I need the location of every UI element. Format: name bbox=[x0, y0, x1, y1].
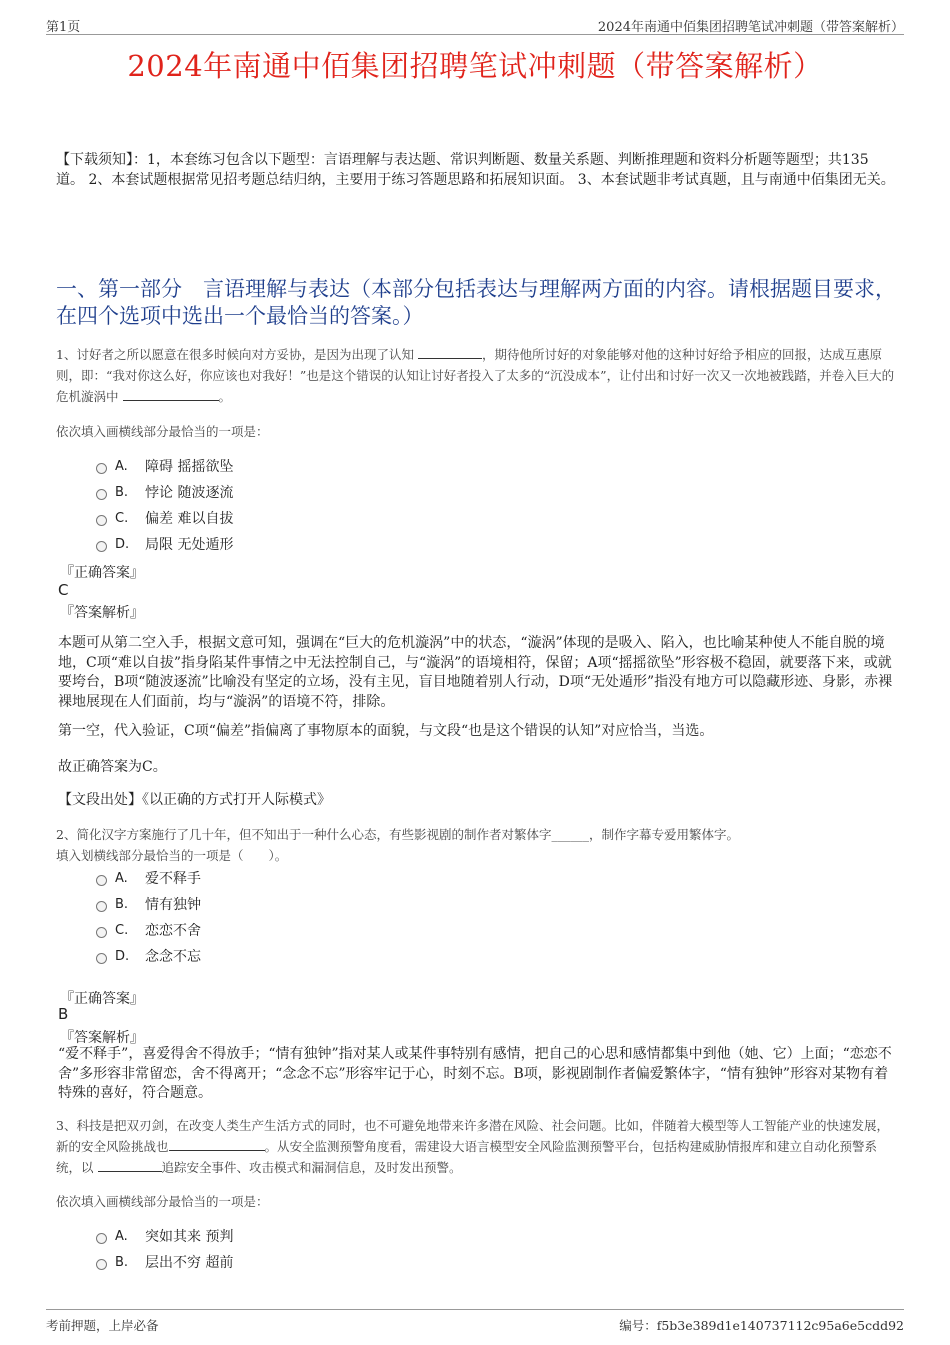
q1-source: 【文段出处】《以正确的方式打开人际模式》 bbox=[58, 792, 331, 808]
option-text: 恋恋不舍 bbox=[145, 923, 201, 939]
document-id: 编号：f5b3e389d1e140737112c95a6e5cdd92 bbox=[619, 1318, 904, 1333]
radio-icon[interactable] bbox=[96, 541, 107, 552]
option-text: 突如其来 预判 bbox=[145, 1229, 234, 1245]
radio-icon[interactable] bbox=[96, 1233, 107, 1244]
question-1-prompt: 依次填入画横线部分最恰当的一项是： bbox=[56, 424, 269, 439]
header-doc-title: 2024年南通中佰集团招聘笔试冲刺题（带答案解析） bbox=[597, 20, 904, 35]
q1-option-a[interactable] bbox=[96, 456, 233, 476]
q2-option-b[interactable] bbox=[96, 894, 201, 914]
q1-analysis-paragraph: 第一空，代入验证，C项“偏差”指偏离了事物原本的面貌，与文段“也是这个错误的认知”对应恰当，当选。 bbox=[58, 723, 714, 739]
blank-1 bbox=[418, 346, 482, 359]
option-letter: D. bbox=[115, 948, 130, 964]
q2-answer-label: 『正确答案』 bbox=[60, 991, 144, 1007]
q2-analysis-label: 『答案解析』 bbox=[60, 1030, 144, 1046]
q2-option-c[interactable] bbox=[96, 920, 201, 940]
option-text: 悖论 随波逐流 bbox=[145, 485, 234, 501]
option-letter: B. bbox=[115, 1254, 129, 1270]
page-header bbox=[46, 14, 904, 35]
question-2-prompt: 填入划横线部分最恰当的一项是（ ）。 bbox=[56, 848, 288, 863]
option-letter: A. bbox=[115, 870, 128, 886]
blank-2 bbox=[98, 1159, 162, 1172]
blank-2 bbox=[123, 388, 219, 401]
page-number: 第1页 bbox=[46, 20, 81, 35]
document-title: 2024年南通中佰集团招聘笔试冲刺题（带答案解析） bbox=[127, 49, 823, 83]
q1-option-c[interactable] bbox=[96, 508, 233, 528]
option-letter: C. bbox=[115, 922, 129, 938]
q3-option-b[interactable] bbox=[96, 1252, 233, 1272]
question-1-text: 1、讨好者之所以愿意在很多时候向对方妥协，是因为出现了认知 ，期待他所讨好的对象能够对他的这种讨好给予相应的回报，达成互惠原则，即：“我对你这么好，你应该也对我好！”也是这个错误的认知让讨好者投入了太多的“沉没成本”，让付出和讨好一次又一次地被践踏，并卷入巨大的危机漩涡中 。 bbox=[56, 347, 895, 404]
option-text: 爱不释手 bbox=[145, 871, 201, 887]
radio-icon[interactable] bbox=[96, 927, 107, 938]
q3-option-a[interactable] bbox=[96, 1226, 233, 1246]
q2-option-d[interactable] bbox=[96, 946, 201, 966]
question-3-text: 3、科技是把双刃剑，在改变人类生产生活方式的同时，也不可避免地带来许多潜在风险、社会问题。比如，伴随着大模型等人工智能产业的快速发展，新的安全风险挑战也 。从安全监测预警角度看，需建设大语言模型安全风险监测预警平台，包括构建威胁情报库和建立自动化预警系统，以 追踪安全事件、攻击模式和漏洞信息，及时发出预警。 bbox=[56, 1118, 889, 1175]
blank-1 bbox=[169, 1138, 265, 1151]
radio-icon[interactable] bbox=[96, 953, 107, 964]
q1-answer-label: 『正确答案』 bbox=[60, 565, 144, 581]
radio-icon[interactable] bbox=[96, 875, 107, 886]
q1-analysis-paragraph: 故正确答案为C。 bbox=[58, 759, 167, 775]
q2-answer: B bbox=[58, 1005, 69, 1023]
option-letter: A. bbox=[115, 1228, 128, 1244]
option-letter: A. bbox=[115, 458, 128, 474]
q1-analysis-label: 『答案解析』 bbox=[60, 605, 144, 621]
q1-option-d[interactable] bbox=[96, 534, 233, 554]
option-text: 偏差 难以自拔 bbox=[145, 511, 234, 527]
page-footer bbox=[46, 1309, 904, 1332]
q2-option-a[interactable] bbox=[96, 868, 201, 888]
option-letter: D. bbox=[115, 536, 130, 552]
footer-slogan: 考前押题，上岸必备 bbox=[46, 1318, 159, 1333]
option-text: 局限 无处遁形 bbox=[145, 537, 234, 553]
section-title: 一、第一部分 言语理解与表达（本部分包括表达与理解两方面的内容。请根据题目要求，在四个选项中选出一个最恰当的答案。） bbox=[56, 277, 896, 328]
q1-option-b[interactable] bbox=[96, 482, 233, 502]
q2-analysis-paragraph: “爱不释手”，喜爱得舍不得放手；“情有独钟”指对某人或某件事特别有感情，把自己的心思和感情都集中到他（她、它）上面；“恋恋不舍”多形容非常留恋，舍不得离开；“念念不忘”形容牢记于心，时刻不忘。B项，影视剧制作者偏爱繁体字，“情有独钟”形容对某物有着特殊的喜好，符合题意。 bbox=[58, 1046, 892, 1101]
radio-icon[interactable] bbox=[96, 1259, 107, 1270]
option-text: 念念不忘 bbox=[145, 949, 201, 965]
radio-icon[interactable] bbox=[96, 489, 107, 500]
option-letter: B. bbox=[115, 896, 129, 912]
q1-answer: C bbox=[58, 581, 69, 599]
option-text: 层出不穷 超前 bbox=[145, 1255, 234, 1271]
radio-icon[interactable] bbox=[96, 901, 107, 912]
option-letter: B. bbox=[115, 484, 129, 500]
radio-icon[interactable] bbox=[96, 463, 107, 474]
q1-analysis-paragraph: 本题可从第二空入手，根据文意可知，强调在“巨大的危机漩涡”中的状态，“漩涡”体现的是吸入、陷入，也比喻某种使人不能自脱的境地，C项“难以自拔”指身陷某件事情之中无法控制自己，与“漩涡”的语境相符，保留；A项“摇摇欲坠”形容极不稳固，就要落下来，或就要垮台，B项“随波逐流”比喻没有坚定的立场，没有主见，盲目地随着别人行动，D项“无处遁形”指没有地方可以隐藏形迹、身影，赤裸裸地展现在人们面前，均与“漩涡”的语境不符，排除。 bbox=[58, 635, 893, 710]
radio-icon[interactable] bbox=[96, 515, 107, 526]
question-3-prompt: 依次填入画横线部分最恰当的一项是： bbox=[56, 1194, 269, 1209]
option-text: 情有独钟 bbox=[145, 897, 201, 913]
option-letter: C. bbox=[115, 510, 129, 526]
question-2-text: 2、简化汉字方案施行了几十年，但不知出于一种什么心态，有些影视剧的制作者对繁体字______，制作字幕专爱用繁体字。 bbox=[56, 827, 739, 842]
download-notice: 【下载须知】：1，本套练习包含以下题型：言语理解与表达题、常识判断题、数量关系题、判断推理题和资料分析题等题型；共135道。 2、本套试题根据常见招考题总结归纳，主要用于练习答题思路和拓展知识面。 3、本套试题非考试真题，且与南通中佰集团无关。 bbox=[56, 152, 895, 188]
option-text: 障碍 摇摇欲坠 bbox=[145, 459, 234, 475]
